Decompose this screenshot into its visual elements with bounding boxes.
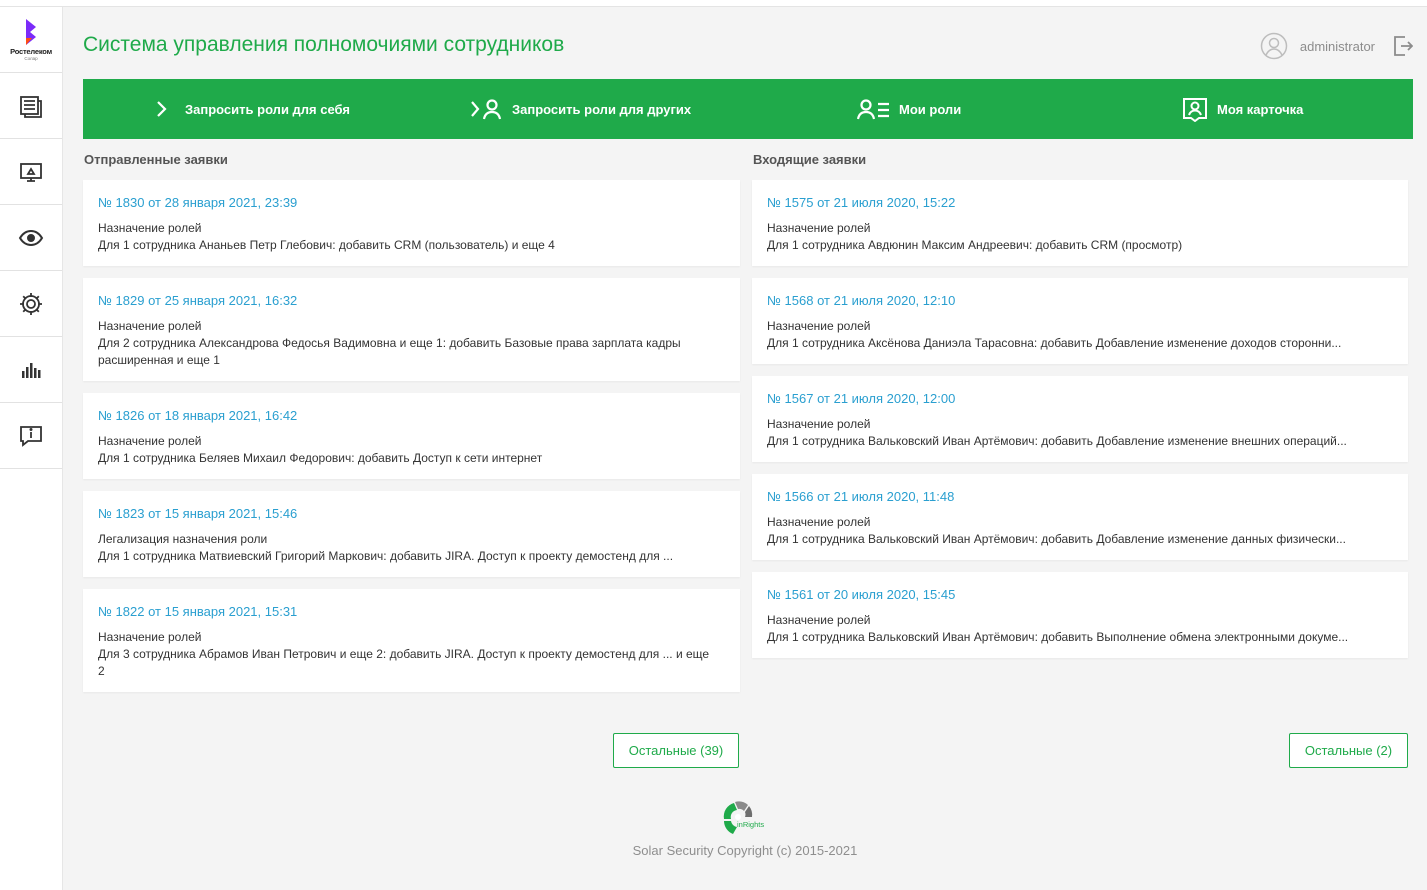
request-type: Назначение ролей: [98, 319, 202, 333]
copyright: Solar Security Copyright (c) 2015-2021: [632, 843, 858, 858]
incoming-requests-title: Входящие заявки: [753, 152, 867, 167]
sidebar: [0, 7, 63, 890]
request-link[interactable]: № 1568 от 21 июля 2020, 12:10: [767, 293, 956, 308]
brand-name: Ростелеком: [10, 47, 52, 56]
incoming-more-button[interactable]: Остальные (2): [1289, 733, 1408, 768]
id-card-icon: [1181, 96, 1209, 122]
request-card[interactable]: [752, 474, 1408, 560]
nav-request-self-label: Запросить роли для себя: [185, 101, 350, 117]
inrights-logo-text: inRights: [737, 820, 765, 829]
request-type: Назначение ролей: [98, 630, 202, 644]
sent-requests-title: Отправленные заявки: [84, 152, 228, 167]
nav-request-others-label: Запросить роли для других: [512, 101, 692, 117]
request-type: Назначение ролей: [767, 417, 871, 431]
request-description: Для 1 сотрудника Вальковский Иван Артёмович: добавить Добавление изменение внешних операций...: [767, 434, 1347, 448]
user-list-icon: [857, 98, 891, 120]
request-description: Для 2 сотрудника Александрова Федосья Вадимовна и еще 1: добавить Базовые права зарплата кадры расширенная и еще 1: [98, 336, 681, 367]
sidebar-item-feedback[interactable]: [0, 403, 62, 469]
request-description: Для 1 сотрудника Вальковский Иван Артёмович: добавить Выполнение обмена электронными докуме...: [767, 630, 1349, 644]
request-card[interactable]: [83, 180, 740, 266]
request-link[interactable]: № 1823 от 15 января 2021, 15:46: [98, 506, 298, 521]
request-type: Легализация назначения роли: [98, 532, 268, 546]
bar-chart-icon: [18, 357, 44, 383]
request-link[interactable]: № 1561 от 20 июля 2020, 15:45: [767, 587, 956, 602]
nav-my-card[interactable]: [1181, 79, 1303, 139]
nav-my-card-label: Моя карточка: [1217, 101, 1304, 117]
request-card[interactable]: [83, 393, 740, 479]
request-link[interactable]: № 1566 от 21 июля 2020, 11:48: [767, 489, 955, 504]
request-card[interactable]: [752, 278, 1408, 364]
request-card[interactable]: [752, 572, 1408, 658]
request-type: Назначение ролей: [98, 434, 202, 448]
request-type: Назначение ролей: [767, 613, 871, 627]
header: [83, 30, 1413, 64]
list-icon: [18, 93, 44, 119]
nav-my-roles[interactable]: [857, 79, 961, 139]
info-chat-icon: [18, 423, 44, 449]
action-navbar: [83, 79, 1413, 139]
sidebar-item-monitor[interactable]: [0, 139, 62, 205]
incoming-requests-list: [752, 180, 1408, 670]
request-link[interactable]: № 1830 от 28 января 2021, 23:39: [98, 195, 298, 210]
user-menu[interactable]: [1260, 32, 1375, 60]
page-title: Система управления полномочиями сотрудников: [83, 33, 565, 56]
sidebar-item-view[interactable]: [0, 205, 62, 271]
request-description: Для 1 сотрудника Ананьев Петр Глебович: добавить CRM (пользователь) и еще 4: [98, 238, 555, 252]
request-card[interactable]: [752, 376, 1408, 462]
nav-my-roles-label: Мои роли: [899, 101, 962, 117]
request-description: Для 1 сотрудника Авдюнин Максим Андреевич: добавить CRM (просмотр): [767, 238, 1183, 252]
rostelecom-logo-icon: [20, 18, 42, 46]
gear-icon: [18, 291, 44, 317]
brand-sub: Солар: [24, 56, 38, 61]
sidebar-item-reports[interactable]: [0, 337, 62, 403]
request-description: Для 1 сотрудника Беляев Михаил Федорович: добавить Доступ к сети интернет: [98, 451, 543, 465]
sidebar-item-requests[interactable]: [0, 73, 62, 139]
request-card[interactable]: [83, 278, 740, 381]
request-card[interactable]: [83, 491, 740, 577]
brand-logo[interactable]: [0, 7, 62, 73]
request-card[interactable]: [752, 180, 1408, 266]
sent-more-button[interactable]: Остальные (39): [613, 733, 739, 768]
user-avatar-icon: [1260, 32, 1288, 60]
logout-icon[interactable]: [1393, 35, 1413, 57]
sent-requests-list: [83, 180, 740, 704]
username: administrator: [1299, 38, 1375, 54]
request-description: Для 1 сотрудника Матвиевский Григорий Маркович: добавить JIRA. Доступ к проекту демостенд для ...: [98, 549, 674, 563]
request-type: Назначение ролей: [767, 221, 871, 235]
request-link[interactable]: № 1822 от 15 января 2021, 15:31: [98, 604, 298, 619]
nav-request-self[interactable]: [153, 79, 350, 139]
request-description: Для 1 сотрудника Аксёнова Даниэла Тарасовна: добавить Добавление изменение доходов сторонни...: [767, 336, 1342, 350]
nav-request-others[interactable]: [470, 79, 691, 139]
inrights-logo-icon: [718, 797, 774, 837]
request-type: Назначение ролей: [767, 515, 871, 529]
eye-icon: [18, 225, 44, 251]
request-link[interactable]: № 1829 от 25 января 2021, 16:32: [98, 293, 298, 308]
request-link[interactable]: № 1826 от 18 января 2021, 16:42: [98, 408, 298, 423]
request-card[interactable]: [83, 589, 740, 692]
top-border: [0, 0, 1427, 7]
request-type: Назначение ролей: [98, 221, 202, 235]
request-user-icon: [470, 98, 504, 120]
request-link[interactable]: № 1567 от 21 июля 2020, 12:00: [767, 391, 956, 406]
request-type: Назначение ролей: [767, 319, 871, 333]
sidebar-item-settings[interactable]: [0, 271, 62, 337]
request-link[interactable]: № 1575 от 21 июля 2020, 15:22: [767, 195, 956, 210]
request-description: Для 1 сотрудника Вальковский Иван Артёмович: добавить Добавление изменение данных физически...: [767, 532, 1346, 546]
chevron-right-icon: [153, 99, 169, 119]
request-description: Для 3 сотрудника Абрамов Иван Петрович и еще 2: добавить JIRA. Доступ к проекту демостенд для ... и еще 2: [98, 647, 710, 678]
monitor-icon: [18, 159, 44, 185]
